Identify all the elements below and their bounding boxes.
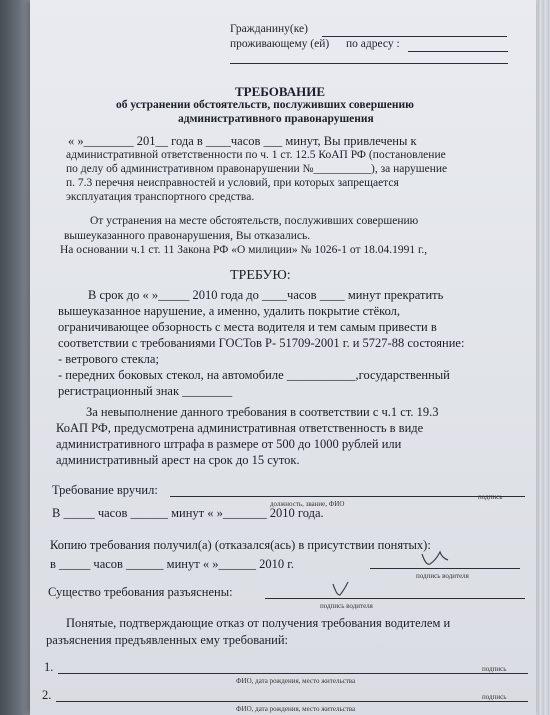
penalty-line-3: административного штрафа в размере от 500 до 1000 рублей или [56, 437, 402, 451]
witnesses-line-2: разъяснения предъявленных ему требований: [46, 633, 289, 647]
demand-line-2: вышеуказанное нарушение, а именно, удалить покрытие стёкол, [58, 304, 401, 318]
explained-sign-caption: подпись водителя [320, 602, 373, 610]
copy-sign-caption: подпись водителя [416, 572, 469, 580]
demand-line-5: - ветрового стекла; [58, 352, 159, 366]
refusal-line-3: На основании ч.1 ст. 11 Закона РФ «О милиции» № 1026-1 от 18.04.1991 г., [60, 244, 428, 256]
demand-line-1: В срок до « »_____ 2010 года до ____часов ____ минут прекратить [88, 288, 444, 302]
penalty-line-1: За невыполнение данного требования в соответствии с ч.1 ст. 19.3 [86, 405, 439, 419]
witness-2-number: 2. [42, 688, 52, 702]
document-subtitle-2: административного правонарушения [178, 113, 374, 125]
intro-line-2: административной ответственности по ч. 1 ст. 12.5 КоАП РФ (постановление [66, 149, 446, 161]
demand-line-3: ограничивающее обзорность с места водителя и тем самым привести в [58, 320, 437, 334]
handed-over-line [170, 496, 525, 497]
witness-2-fio-caption: ФИО, дата рождения, место жительства [236, 705, 356, 713]
address-line-2 [230, 63, 508, 64]
explained-label: Существо требования разъяснены: [48, 585, 233, 599]
handed-time-line: В _____ часов ______ минут « »_______ 2010 года. [52, 506, 324, 520]
residence-label: проживающему (ей) [230, 38, 330, 50]
driver-signature-mark-1 [420, 548, 450, 570]
copy-time-line: в _____ часов ______ минут « »______ 2010 г. [50, 557, 295, 571]
document-page [30, 0, 536, 715]
witnesses-line-1: Понятые, подтверждающие отказ от получения требования водителем и [66, 616, 451, 630]
refusal-line-1: От устранения на месте обстоятельств, послуживших совершению [90, 215, 419, 227]
desk-background-left [0, 0, 32, 715]
demand-heading: ТРЕБУЮ: [230, 268, 291, 283]
witness-1-fio-caption: ФИО, дата рождения, место жительства [236, 677, 356, 685]
driver-signature-mark-2 [330, 580, 352, 600]
intro-line-3: по делу об административном правонарушении №__________), за нарушение [66, 163, 448, 175]
intro-line-5: эксплуатация транспортного средства. [66, 191, 255, 203]
handed-sign-caption: подпись [478, 493, 503, 501]
demand-line-6: - передних боковых стекол, на автомобиле ___________,государственный [58, 368, 450, 382]
witness-1-number: 1. [44, 660, 54, 674]
handed-post-caption: должность, звание, ФИО [270, 500, 345, 508]
handed-over-label: Требование вручил: [52, 483, 158, 497]
demand-line-7: регистрационный знак ________ [58, 384, 233, 398]
refusal-line-2: вышеуказанного правонарушения, Вы отказались. [64, 230, 311, 242]
penalty-line-2: КоАП РФ, предусмотрена административная ответственность в виде [56, 421, 424, 435]
witness-1-sign-caption: подпись [482, 665, 507, 673]
intro-line-1: « »________ 201__ года в ____часов ___ минут, Вы привлечены к [68, 134, 417, 148]
intro-line-4: п. 7.3 перечня неисправностей и условий, при которых запрещается [66, 177, 399, 189]
demand-line-4: соответствии с требованиями ГОСТов Р- 51709-2001 г. и 5727-88 состояние: [58, 336, 465, 350]
penalty-line-4: административный арест на срок до 15 суток. [56, 453, 300, 467]
explained-sign-line [265, 598, 525, 599]
document-title: ТРЕБОВАНИЕ [235, 84, 326, 99]
document-subtitle-1: об устранении обстоятельств, послуживших совершению [116, 99, 414, 111]
address-label: по адресу : [346, 38, 400, 50]
witness-2-sign-caption: подпись [482, 693, 507, 701]
copy-received-label: Копию требования получил(а) (отказался(ась) в присутствии понятых): [50, 538, 431, 552]
addressee-label: Гражданину(ке) [230, 23, 308, 35]
address-line-1 [408, 51, 508, 52]
